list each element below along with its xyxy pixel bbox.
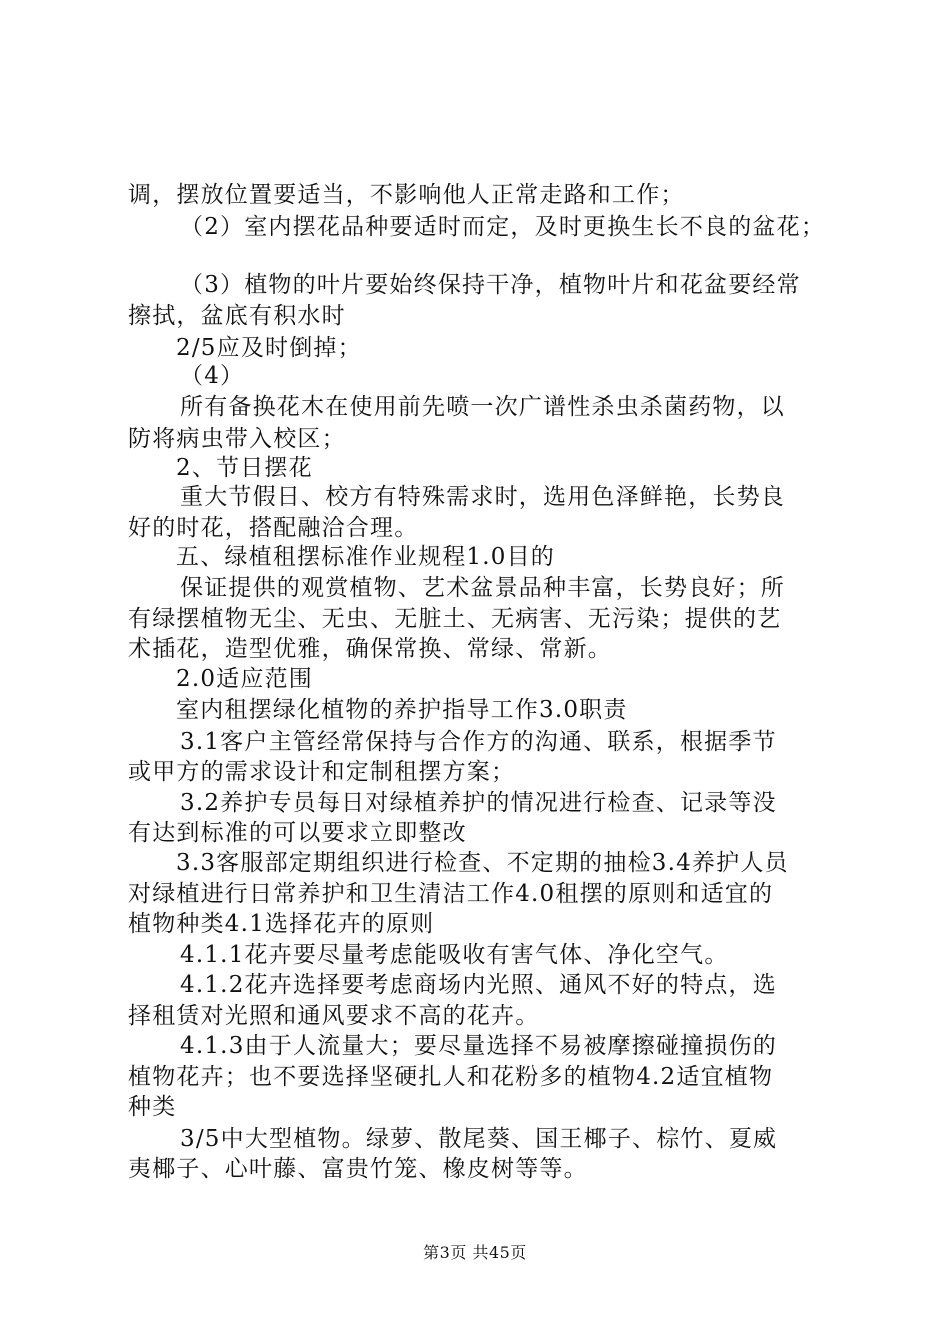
text-line: 3.2养护专员每日对绿植养护的情况进行检查、记录等没 <box>180 790 777 816</box>
page-number-footer: 第3页 共45页 <box>423 1243 527 1262</box>
text-line: 有绿摆植物无尘、无虫、无脏土、无病害、无污染；提供的艺 <box>128 606 782 632</box>
text-line: 五、绿植租摆标准作业规程1.0目的 <box>176 544 555 570</box>
text-line: 术插花，造型优雅，确保常换、常绿、常新。 <box>128 636 612 662</box>
text-line: 擦拭，盆底有积水时 <box>128 303 346 329</box>
text-line: 好的时花，搭配融洽合理。 <box>128 515 419 541</box>
text-line: 夷椰子、心叶藤、富贵竹笼、橡皮树等等。 <box>128 1156 588 1182</box>
text-line: 4.1.2花卉选择要考虑商场内光照、通风不好的特点，选 <box>180 972 777 998</box>
text-line: 室内租摆绿化植物的养护指导工作3.0职责 <box>176 697 628 723</box>
text-line: 植物种类4.1选择花卉的原则 <box>128 911 435 937</box>
text-line: （2）室内摆花品种要适时而定，及时更换生长不良的盆花； <box>180 214 826 240</box>
text-line: 2/5应及时倒掉； <box>176 335 362 361</box>
text-line: 保证提供的观赏植物、艺术盆景品种丰富，长势良好；所 <box>180 575 785 601</box>
text-line: 4.1.1花卉要尽量考虑能吸收有害气体、净化空气。 <box>180 942 729 968</box>
text-line: 植物花卉；也不要选择坚硬扎人和花粉多的植物4.2适宜植物 <box>128 1064 774 1090</box>
text-line: 防将病虫带入校区； <box>128 426 346 452</box>
text-line: 所有备换花木在使用前先喷一次广谱性杀虫杀菌药物，以 <box>180 394 785 420</box>
text-line: 3.1客户主管经常保持与合作方的沟通、联系，根据季节 <box>180 729 777 755</box>
text-line: 重大节假日、校方有特殊需求时，选用色泽鲜艳，长势良 <box>180 484 785 510</box>
text-line: 调，摆放位置要适当，不影响他人正常走路和工作； <box>128 182 685 208</box>
text-line: （3）植物的叶片要始终保持干净，植物叶片和花盆要经常 <box>180 272 801 298</box>
text-line: 4.1.3由于人流量大；要尽量选择不易被摩擦碰撞损伤的 <box>180 1033 777 1059</box>
text-line: 或甲方的需求设计和定制租摆方案； <box>128 759 516 785</box>
text-line: 2.0适应范围 <box>176 666 313 692</box>
text-line: 对绿植进行日常养护和卫生清洁工作4.0租摆的原则和适宜的 <box>128 881 774 907</box>
text-line: 种类 <box>128 1094 177 1120</box>
text-line: 有达到标准的可以要求立即整改 <box>128 820 467 846</box>
text-line: 择租赁对光照和通风要求不高的花卉。 <box>128 1003 540 1029</box>
text-line: 3.3客服部定期组织进行检查、不定期的抽检3.4养护人员 <box>176 850 789 876</box>
text-line: 2、节日摆花 <box>176 455 313 481</box>
text-line: （4） <box>180 363 245 389</box>
text-line: 3/5中大型植物。绿萝、散尾葵、国王椰子、棕竹、夏威 <box>180 1126 778 1152</box>
